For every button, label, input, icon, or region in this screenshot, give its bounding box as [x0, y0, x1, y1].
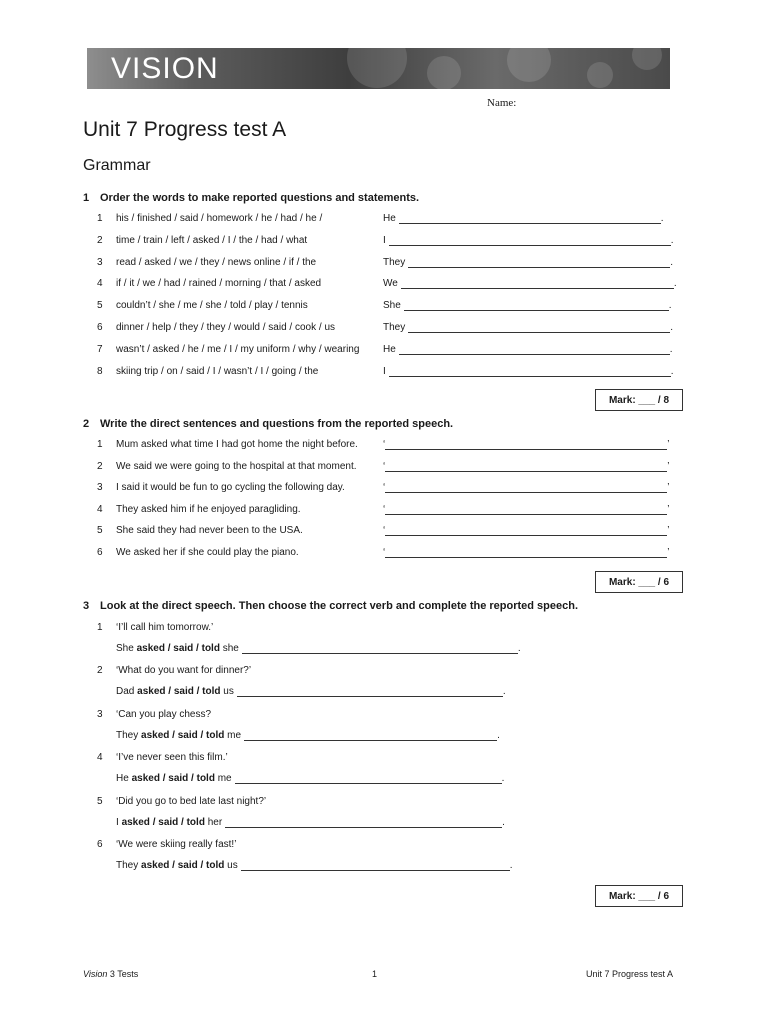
answer-line[interactable] [235, 773, 502, 784]
reported-object: us [227, 860, 238, 871]
item-number: 4 [97, 278, 103, 290]
answer-end-punct: . [497, 729, 500, 741]
footer-left: Vision 3 Tests [83, 969, 139, 979]
jumbled-words: dinner / help / they / they / would / said / cook / us [116, 322, 336, 333]
item-number: 5 [97, 300, 103, 312]
reported-speech-row [116, 730, 500, 741]
open-quote: ‘ [383, 525, 386, 537]
answer-line[interactable] [385, 460, 670, 472]
footer-page-number: 1 [372, 969, 378, 979]
reported-sentence [97, 439, 358, 450]
answer-start-word: I [383, 365, 386, 377]
answer-line[interactable] [399, 213, 661, 224]
open-quote: ‘ [383, 503, 386, 515]
jumbled-words: skiing trip / on / said / I / wasn’t / I / going / the [116, 365, 319, 377]
answer-end-punct: . [668, 300, 672, 312]
item-number: 2 [97, 665, 103, 677]
direct-speech-item [97, 622, 213, 633]
question-item [97, 213, 322, 224]
answer-start-word: They [383, 322, 406, 333]
section-1-heading: 1 Order the words to make reported questions and statements. [83, 192, 420, 204]
reported-speech-row [116, 686, 506, 697]
close-quote: ’ [667, 525, 670, 537]
item-number: 1 [97, 439, 103, 450]
answer-row [383, 257, 673, 268]
answer-end-punct: . [502, 816, 505, 828]
item-number: 3 [97, 482, 103, 494]
reported-text: We said we were going to the hospital at that moment. [116, 460, 357, 472]
open-quote: ‘ [383, 439, 386, 450]
name-label: Name: [487, 97, 517, 109]
close-quote: ’ [667, 547, 670, 558]
question-item [97, 278, 321, 289]
item-number: 1 [97, 622, 103, 633]
jumbled-words: read / asked / we / they / news online / if / the [116, 256, 317, 268]
answer-row [383, 322, 673, 333]
reported-object: me [217, 773, 232, 785]
verb-options[interactable]: asked / said / told [141, 729, 225, 741]
answer-end-punct: . [670, 256, 674, 268]
reported-subject: They [116, 729, 139, 741]
answer-start-word: I [383, 234, 386, 246]
header-banner [87, 48, 670, 89]
reported-subject: Dad [116, 686, 135, 698]
close-quote: ’ [667, 439, 670, 450]
answer-end-punct: . [670, 234, 674, 246]
banner-decoration [427, 56, 461, 89]
answer-row [383, 366, 674, 377]
question-item [97, 344, 359, 355]
answer-end-punct: . [501, 773, 505, 785]
reported-speech-row [116, 860, 513, 871]
reported-sentence [97, 482, 345, 493]
item-number: 8 [97, 365, 103, 377]
question-item [97, 300, 308, 311]
direct-speech-answer [383, 461, 669, 472]
answer-start-word: She [383, 300, 401, 312]
direct-speech-answer [383, 525, 669, 536]
item-number: 4 [97, 752, 103, 764]
close-quote: ’ [667, 460, 670, 472]
direct-speech-answer [383, 439, 669, 450]
section-3-mark-box: Mark: ___ / 6 [595, 885, 683, 907]
direct-speech-item [97, 665, 251, 676]
answer-end-punct: . [670, 365, 674, 377]
reported-object: she [222, 643, 239, 654]
banner-decoration [587, 62, 613, 88]
direct-quote: ‘I’ve never seen this film.’ [116, 752, 228, 764]
item-number: 4 [97, 503, 103, 515]
verb-options[interactable]: asked / said / told [137, 686, 221, 698]
item-number: 2 [97, 460, 103, 472]
reported-text: She said they had never been to the USA. [116, 525, 303, 537]
direct-speech-item [97, 709, 211, 720]
reported-sentence [97, 504, 301, 515]
reported-text: Mum asked what time I had got home the night before. [116, 439, 358, 450]
verb-options[interactable]: asked / said / told [141, 860, 225, 871]
question-item [97, 235, 307, 246]
page-title: Unit 7 Progress test A [83, 118, 287, 141]
answer-line[interactable] [242, 643, 518, 654]
reported-speech-row [116, 643, 521, 654]
reported-subject: She [116, 643, 134, 654]
jumbled-words: his / finished / said / homework / he / had / he / [116, 213, 323, 224]
direct-speech-answer [383, 504, 669, 515]
answer-row [383, 278, 677, 289]
item-number: 5 [97, 795, 103, 807]
reported-speech-row [116, 773, 504, 784]
section-2-heading: 2 Write the direct sentences and questions from the reported speech. [83, 418, 454, 430]
banner-decoration [507, 48, 551, 82]
reported-object: her [207, 816, 223, 828]
answer-end-punct: . [670, 322, 674, 333]
open-quote: ‘ [383, 482, 386, 494]
reported-sentence [97, 525, 303, 536]
question-item [97, 322, 335, 333]
answer-line[interactable] [408, 322, 670, 333]
vision-logo: VISION [111, 52, 219, 85]
item-number: 2 [97, 234, 103, 246]
item-number: 6 [97, 547, 103, 558]
answer-line[interactable] [399, 344, 670, 355]
close-quote: ’ [667, 482, 670, 494]
item-number: 7 [97, 343, 103, 355]
close-quote: ’ [667, 503, 670, 515]
item-number: 5 [97, 525, 103, 537]
answer-row [383, 235, 674, 246]
jumbled-words: if / it / we / had / rained / morning / that / asked [116, 278, 322, 290]
answer-line[interactable] [385, 525, 670, 537]
reported-sentence [97, 461, 357, 472]
question-item [97, 257, 316, 268]
answer-row [383, 213, 664, 224]
reported-text: We asked her if she could play the piano. [116, 547, 299, 558]
footer-right: Unit 7 Progress test A [586, 969, 674, 979]
direct-quote: ‘We were skiing really fast!’ [116, 839, 237, 850]
answer-line[interactable] [225, 817, 502, 828]
answer-end-punct: . [517, 643, 521, 654]
answer-start-word: We [383, 278, 398, 290]
answer-line[interactable] [241, 860, 510, 871]
answer-end-punct: . [673, 278, 677, 290]
item-number: 1 [97, 213, 103, 224]
open-quote: ‘ [383, 460, 386, 472]
verb-options[interactable]: asked / said / told [136, 643, 220, 654]
section-1-mark-box: Mark: ___ / 8 [595, 389, 683, 411]
reported-subject: They [116, 860, 139, 871]
answer-line[interactable] [385, 503, 670, 515]
reported-sentence [97, 547, 299, 558]
reported-text: I said it would be fun to go cycling the following day. [116, 482, 345, 494]
section-2-mark-box: Mark: ___ / 6 [595, 571, 683, 593]
direct-speech-item [97, 839, 236, 850]
answer-end-punct: . [502, 686, 506, 698]
answer-row [383, 300, 672, 311]
answer-end-punct: . [669, 343, 673, 355]
reported-speech-row [116, 817, 505, 828]
question-item [97, 366, 318, 377]
reported-object: me [227, 729, 242, 741]
answer-start-word: They [383, 256, 406, 268]
reported-subject: He [116, 773, 129, 785]
direct-quote: ‘Did you go to bed late last night?’ [116, 795, 267, 807]
verb-options[interactable]: asked / said / told [131, 773, 215, 785]
direct-speech-item [97, 752, 228, 763]
item-number: 3 [97, 708, 103, 720]
item-number: 6 [97, 839, 103, 850]
direct-quote: ‘I’ll call him tomorrow.’ [116, 622, 214, 633]
section-3-heading: 3 Look at the direct speech. Then choose the correct verb and complete the reported speech. [83, 600, 579, 612]
answer-line[interactable] [237, 686, 503, 697]
banner-decoration [347, 48, 407, 88]
answer-start-word: He [383, 213, 396, 224]
answer-end-punct: . [509, 860, 513, 871]
direct-quote: ‘What do you want for dinner?’ [116, 665, 252, 677]
answer-line[interactable] [244, 730, 497, 741]
answer-end-punct: . [660, 213, 664, 224]
answer-line[interactable] [389, 366, 671, 377]
direct-speech-item [97, 796, 266, 807]
answer-line[interactable] [389, 235, 671, 246]
reported-subject: I [116, 816, 119, 828]
direct-quote: ‘Can you play chess? [116, 708, 212, 720]
banner-decoration [632, 48, 662, 70]
jumbled-words: couldn’t / she / me / she / told / play / tennis [116, 300, 308, 312]
answer-line[interactable] [401, 278, 674, 289]
jumbled-words: time / train / left / asked / I / the / had / what [116, 234, 308, 246]
answer-line[interactable] [385, 547, 670, 558]
verb-options[interactable]: asked / said / told [121, 816, 205, 828]
answer-start-word: He [383, 343, 396, 355]
item-number: 3 [97, 256, 103, 268]
open-quote: ‘ [383, 547, 386, 558]
jumbled-words: wasn’t / asked / he / me / I / my uniform / why / wearing [116, 343, 360, 355]
reported-text: They asked him if he enjoyed paragliding. [116, 503, 301, 515]
answer-row [383, 344, 673, 355]
direct-speech-answer [383, 482, 669, 493]
answer-line[interactable] [408, 257, 670, 268]
reported-object: us [223, 686, 234, 698]
direct-speech-answer [383, 547, 669, 558]
section-subtitle: Grammar [83, 157, 151, 174]
answer-line[interactable] [404, 300, 669, 311]
answer-line[interactable] [385, 482, 670, 494]
item-number: 6 [97, 322, 103, 333]
answer-line[interactable] [385, 439, 670, 450]
